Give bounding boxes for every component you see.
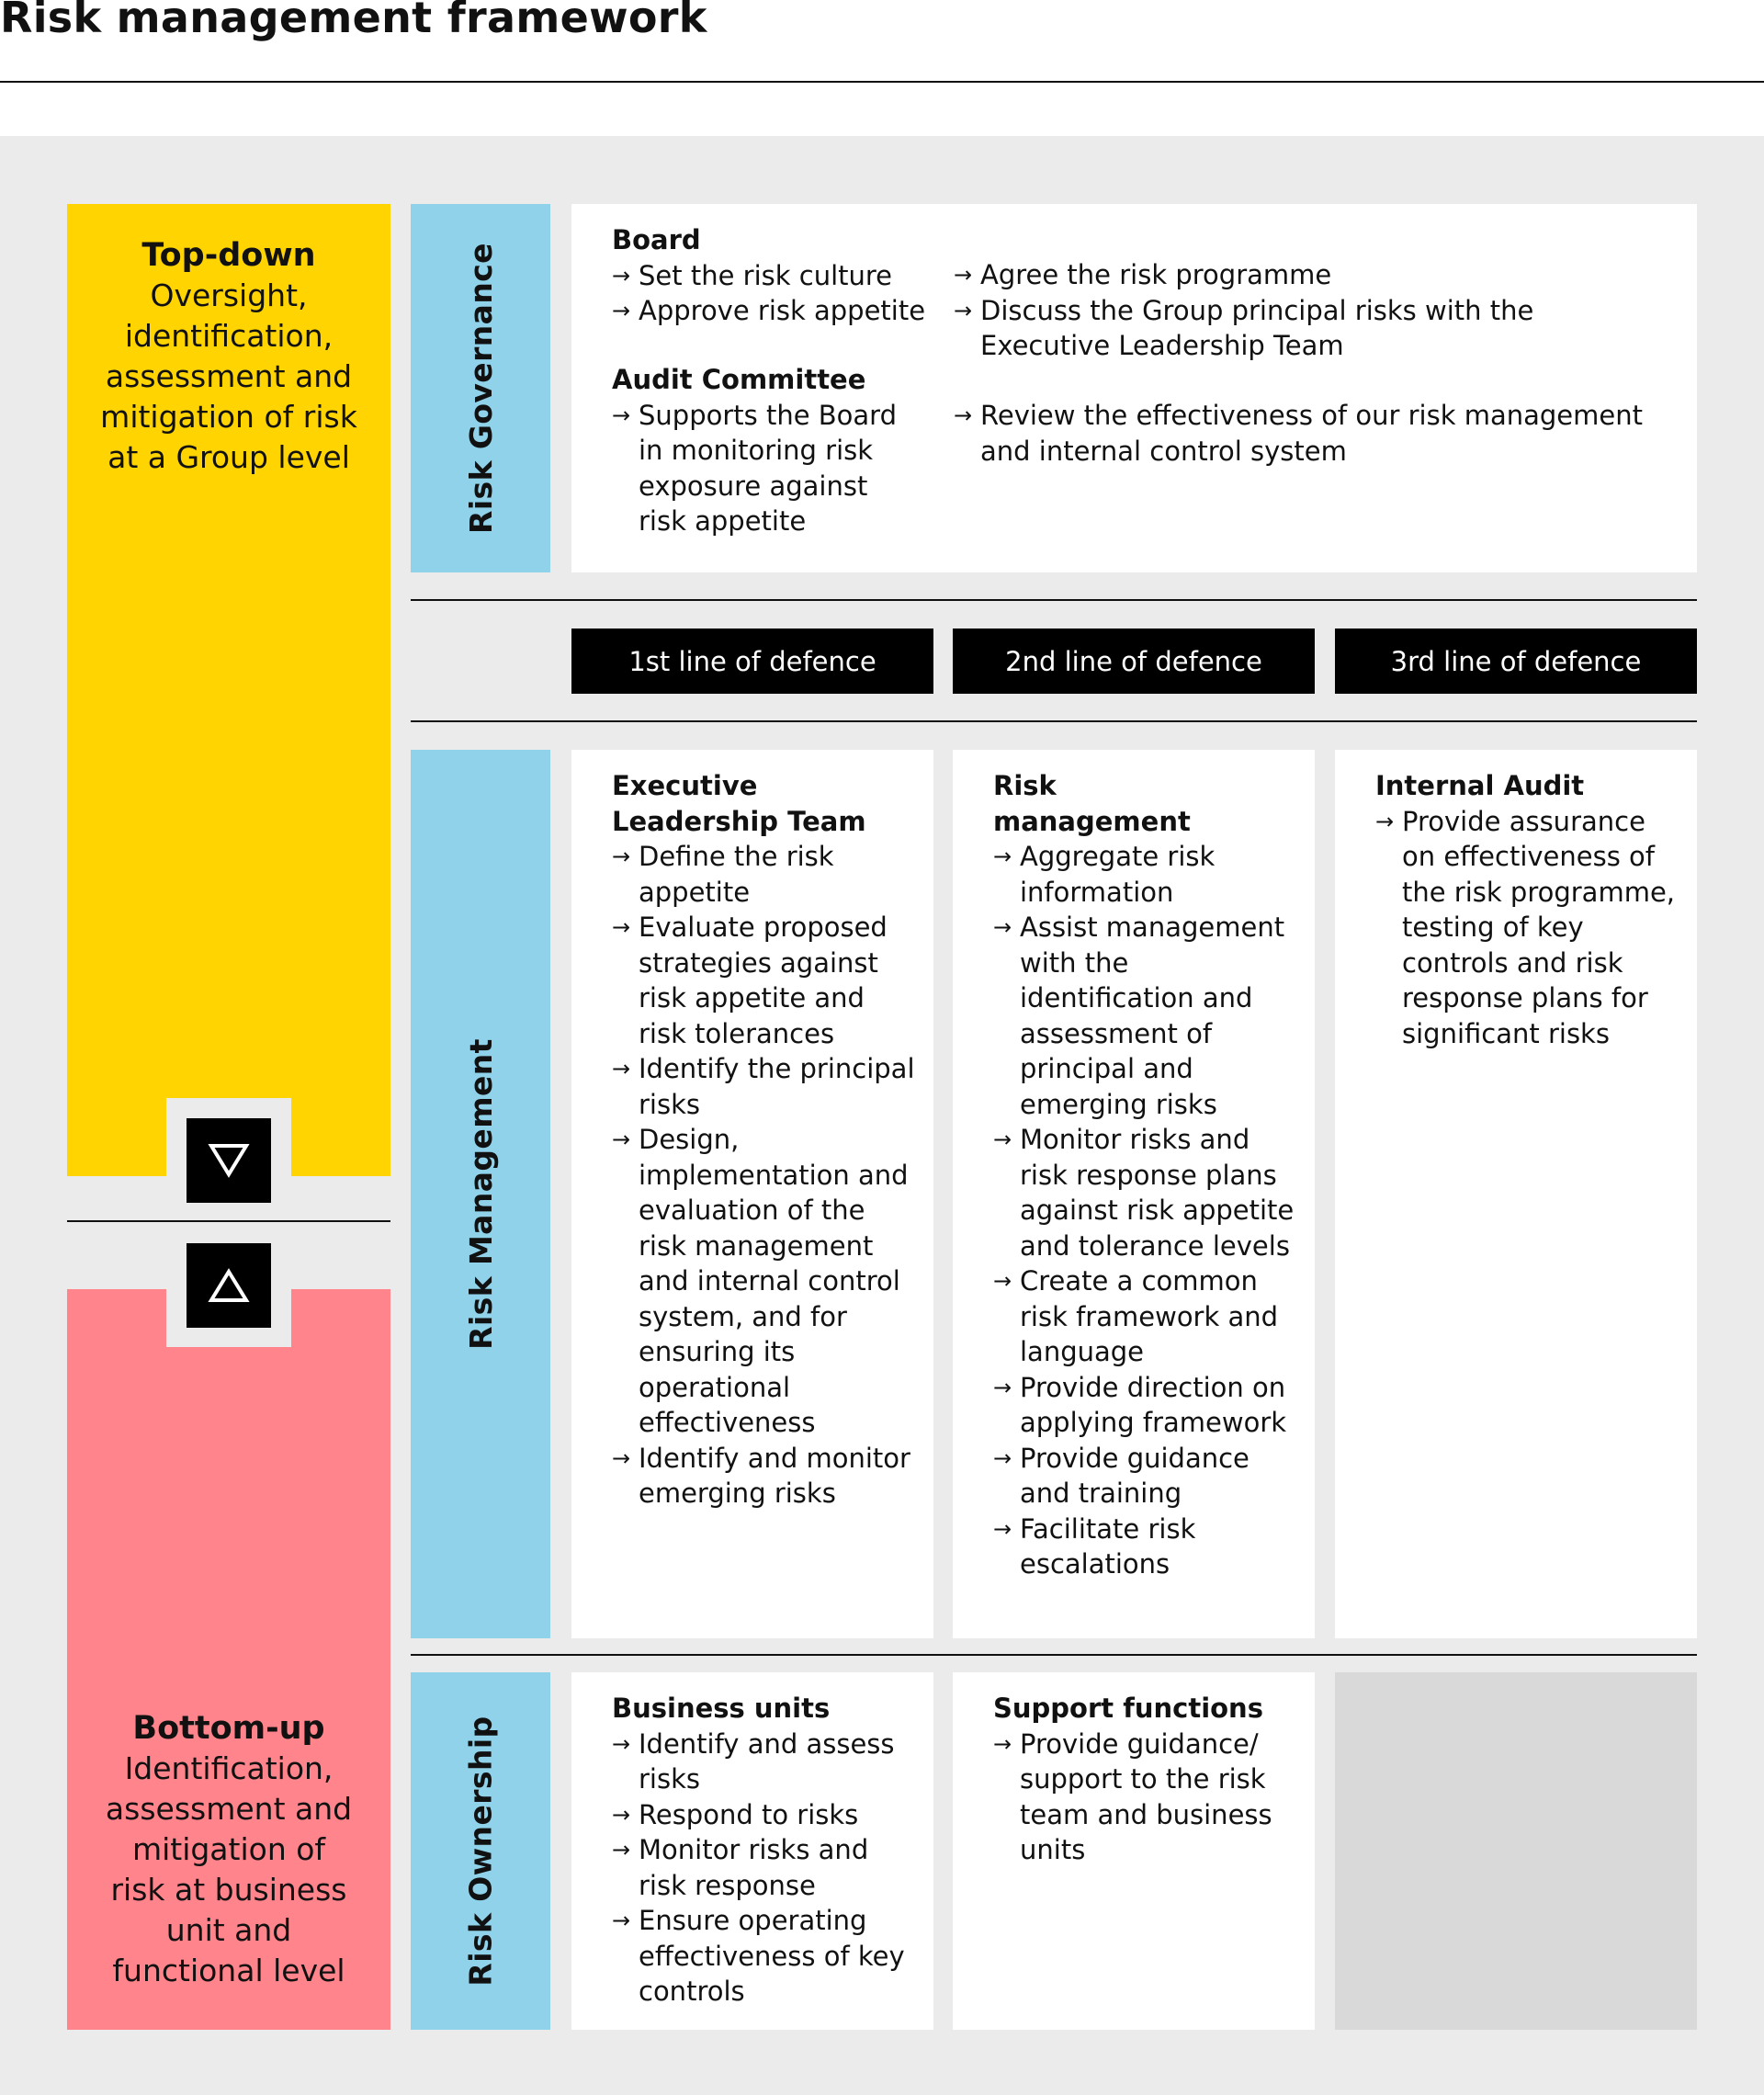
list-item: → Provide direction on applying framework — [993, 1370, 1298, 1441]
top-down-heading: Top-down — [141, 237, 316, 274]
list-item: → Agree the risk programme — [954, 257, 1670, 293]
up-triangle-icon — [187, 1243, 271, 1328]
leadership-team-heading: Leadership Team — [612, 805, 866, 837]
list-item: → Respond to risks — [612, 1797, 917, 1833]
audit-committee-right-list — [954, 398, 1670, 469]
ownership-top-rule — [411, 1654, 1697, 1656]
internal-audit-box — [1335, 750, 1697, 1638]
executive-leadership-list — [612, 839, 917, 1512]
risk-heading: Risk — [993, 770, 1057, 801]
list-item: → Supports the Board in monitoring risk exposure against risk appetite — [612, 398, 915, 539]
top-down-text: mitigation of risk — [100, 399, 357, 435]
top-down-text: identification, — [124, 318, 334, 354]
bottom-up-text: assessment and — [105, 1791, 353, 1827]
empty-ownership-cell — [1335, 1672, 1697, 2030]
business-units-list — [612, 1727, 917, 2010]
second-line-of-defence-header: 2nd line of defence — [953, 628, 1315, 694]
list-item: → Provide guidance and training — [993, 1441, 1298, 1512]
executive-leadership-team-box — [571, 750, 933, 1638]
list-item: → Ensure operating effectiveness of key controls — [612, 1903, 917, 2010]
support-functions-box — [953, 1672, 1315, 2030]
audit-committee-left-list — [612, 398, 915, 539]
list-item: → Review the effectiveness of our risk management and internal control system — [954, 398, 1670, 469]
audit-committee-heading: Audit Committee — [612, 364, 866, 395]
list-item: → Approve risk appetite — [612, 293, 943, 329]
defence-bottom-rule — [411, 720, 1697, 722]
list-item: → Monitor risks and risk response plans against risk appetite and tolerance levels — [993, 1122, 1298, 1263]
bottom-up-text: functional level — [112, 1953, 345, 1988]
bottom-up-text: unit and — [165, 1912, 292, 1948]
list-item: → Set the risk culture — [612, 258, 943, 294]
list-item: → Create a common risk framework and language — [993, 1263, 1298, 1370]
title-divider — [0, 81, 1764, 83]
management-heading: management — [993, 805, 1191, 837]
support-functions-heading: Support functions — [993, 1693, 1263, 1724]
board-section — [612, 222, 943, 329]
internal-audit-list — [1375, 804, 1680, 1052]
bottom-up-heading: Bottom-up — [132, 1710, 325, 1747]
top-down-text: at a Group level — [107, 439, 350, 475]
list-item: → Evaluate proposed strategies against risk appetite and risk tolerances — [612, 910, 917, 1051]
list-item: → Monitor risks and risk response — [612, 1832, 917, 1903]
board-heading: Board — [612, 224, 701, 255]
support-functions-list — [993, 1727, 1298, 1868]
risk-governance-label: Risk Governance — [462, 243, 499, 534]
bottom-up-text: Identification, — [124, 1750, 334, 1786]
defence-top-rule — [411, 599, 1697, 601]
board-right-list — [954, 257, 1670, 364]
top-down-box — [67, 204, 390, 1176]
board-left-list — [612, 258, 943, 329]
executive-heading: Executive — [612, 770, 758, 801]
list-item: → Define the risk appetite — [612, 839, 917, 910]
bottom-up-box — [67, 1289, 390, 2030]
list-item: → Assist management with the identification and assessment of principal and emerging risks — [993, 910, 1298, 1122]
list-item: → Provide assurance on effectiveness of the risk programme, testing of key controls and risk response plans for significant risks — [1375, 804, 1680, 1052]
list-item: → Identify the principal risks — [612, 1051, 917, 1122]
down-triangle-icon — [187, 1118, 271, 1203]
list-item: → Provide guidance/ support to the risk team and business units — [993, 1727, 1298, 1868]
list-item: → Identify and monitor emerging risks — [612, 1441, 917, 1512]
side-divider — [67, 1220, 390, 1222]
bottom-up-text: risk at business — [110, 1872, 347, 1908]
risk-management-band — [411, 750, 550, 1638]
third-line-of-defence-header: 3rd line of defence — [1335, 628, 1697, 694]
risk-ownership-band — [411, 1672, 550, 2030]
risk-management-label: Risk Management — [462, 1038, 499, 1350]
list-item: → Discuss the Group principal risks with the Executive Leadership Team — [954, 293, 1670, 364]
bottom-up-text: mitigation of — [131, 1831, 326, 1867]
audit-committee-section — [612, 362, 915, 539]
risk-management-box — [953, 750, 1315, 1638]
business-units-box — [571, 1672, 933, 2030]
risk-ownership-label: Risk Ownership — [462, 1716, 499, 1987]
risk-management-list — [993, 839, 1298, 1582]
list-item: → Facilitate risk escalations — [993, 1512, 1298, 1582]
list-item: → Aggregate risk information — [993, 839, 1298, 910]
business-units-heading: Business units — [612, 1693, 831, 1724]
list-item: → Design, implementation and evaluation of the risk management and internal control system, and for ensuring its operational effectiveness — [612, 1122, 917, 1441]
first-line-of-defence-header: 1st line of defence — [571, 628, 933, 694]
risk-governance-band — [411, 204, 550, 572]
top-down-text: Oversight, — [150, 277, 308, 313]
internal-audit-heading: Internal Audit — [1375, 770, 1585, 801]
page-title: Risk management framework — [0, 0, 707, 42]
top-down-text: assessment and — [105, 358, 353, 394]
list-item: → Identify and assess risks — [612, 1727, 917, 1797]
